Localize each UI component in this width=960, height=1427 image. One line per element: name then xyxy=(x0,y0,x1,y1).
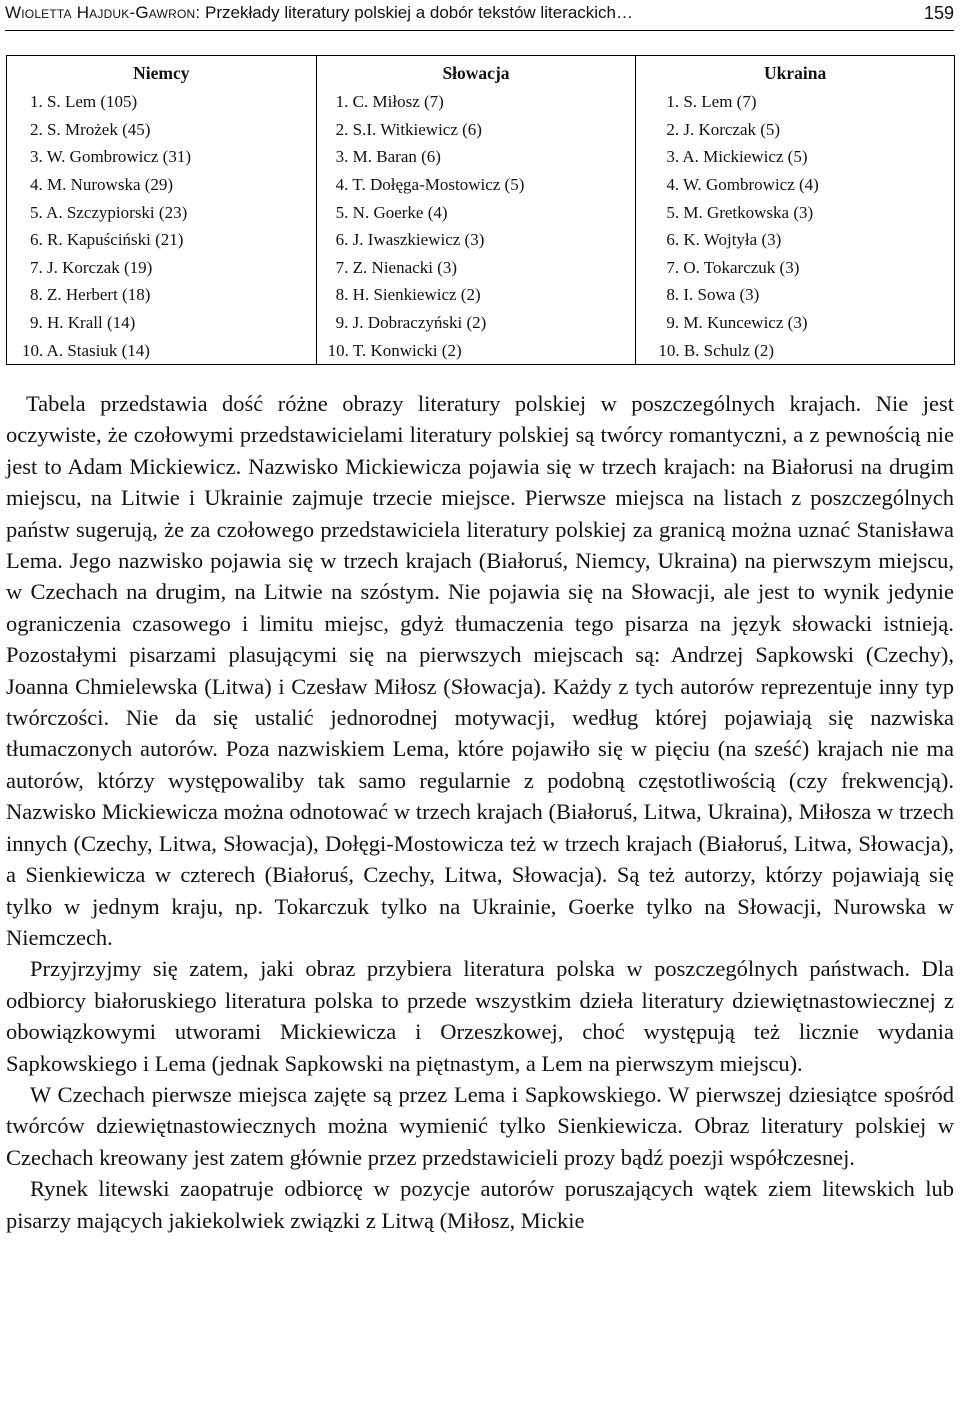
table-cell: 7. Z. Nienacki (3) xyxy=(316,254,636,282)
table-cell: 3. W. Gombrowicz (31) xyxy=(7,143,317,171)
table-cell: 8. H. Sienkiewicz (2) xyxy=(316,281,636,309)
table-header-row xyxy=(7,56,955,89)
table-cell: 8. Z. Herbert (18) xyxy=(7,281,317,309)
table-cell: 6. J. Iwaszkiewicz (3) xyxy=(316,226,636,254)
table-row xyxy=(7,226,955,254)
table-cell: 1. C. Miłosz (7) xyxy=(316,88,636,116)
table-row xyxy=(7,281,955,309)
table-cell: 6. K. Wojtyła (3) xyxy=(636,226,955,254)
table-cell: 9. M. Kuncewicz (3) xyxy=(636,309,955,337)
paragraph: Przyjrzyjmy się zatem, jaki obraz przybiera literatura polska w poszczególnych państwach. Dla odbiorcy białoruskiego literatura polska to przede wszystkim dzieła literatury dziewiętnastowiecznej z obowiązkowymi utworami Mickiewicza i Orzeszkowej, choć występują też licznie wydania Sapkowskiego i Lema (jednak Sapkowski na piętnastym, a Lem na pierwszym miejscu). xyxy=(6,956,954,1076)
table-cell: 10. A. Stasiuk (14) xyxy=(7,336,317,364)
table-cell: 5. M. Gretkowska (3) xyxy=(636,198,955,226)
table-cell: 9. H. Krall (14) xyxy=(7,309,317,337)
page-number: 159 xyxy=(923,3,954,23)
table-cell: 2. J. Korczak (5) xyxy=(636,116,955,144)
table-cell: 1. S. Lem (105) xyxy=(7,88,317,116)
table-row xyxy=(7,309,955,337)
table-cell: 3. A. Mickiewicz (5) xyxy=(636,143,955,171)
table-cell: 8. I. Sowa (3) xyxy=(636,281,955,309)
table-row xyxy=(7,116,955,144)
table-row xyxy=(7,198,955,226)
table-row xyxy=(7,143,955,171)
ranking-table xyxy=(6,55,955,365)
body-text xyxy=(6,388,954,1236)
column-header-slowacja: Słowacja xyxy=(316,56,636,89)
running-header xyxy=(5,0,954,31)
table-row xyxy=(7,88,955,116)
table-row xyxy=(7,171,955,199)
table-cell: 7. J. Korczak (19) xyxy=(7,254,317,282)
table-cell: 3. M. Baran (6) xyxy=(316,143,636,171)
table-cell: 10. T. Konwicki (2) xyxy=(316,336,636,364)
table-cell: 6. R. Kapuściński (21) xyxy=(7,226,317,254)
paragraph: Tabela przedstawia dość różne obrazy literatury polskiej w poszczególnych krajach. Nie jest oczywiste, że czołowymi przedstawicielami literatury polskiej są twórcy romantyczni, a z pewnością nie jest to Adam Mickiewicz. Nazwisko Mickiewicza pojawia się w trzech krajach: na Białorusi na drugim miejscu, na Litwie i Ukrainie zajmuje trzecie miejsce. Pierwsze miejsca na listach z poszczególnych państw sugerują, że za czołowego przedstawiciela literatury polskiej za granicą można uznać Stanisława Lema. Jego nazwisko pojawia się w trzech krajach (Białoruś, Niemcy, Ukraina) na pierwszym miejscu, w Czechach na drugim, na Litwie na szóstym. Nie pojawia się na Słowacji, ale jest to wynik jedynie ograniczenia czasowego i limitu miejsc, gdyż tłumaczenia tego pisarza na język słowacki istnieją. Pozostałymi pisarzami plasującymi się na pierwszych miejscach są: Andrzej Sapkowski (Czechy), Joanna Chmielewska (Litwa) i Czesław Miłosz (Słowacja). Każdy z tych autorów reprezentuje inny typ twórczości. Nie da się ustalić jednorodnej motywacji, według której pojawiają się nazwiska tłumaczonych autorów. Poza nazwiskiem Lema, które pojawiło się w pięciu (na sześć) krajach nie ma autorów, którzy występowaliby tak samo regularnie z podobną częstotliwością (czy frekwencją). Nazwisko Mickiewicza można odnotować w trzech krajach (Białoruś, Litwa, Ukraina), Miłosza w trzech innych (Czechy, Litwa, Słowacja), Dołęgi-Mostowicza też w trzech krajach (Białoruś, Litwa, Słowacja), a Sienkiewicza w czterech (Białoruś, Czechy, Litwa, Słowacja). Są też autorzy, którzy pojawiają się tylko w jednym kraju, np. Tokarczuk tylko na Ukrainie, Goerke tylko na Słowacji, Nurowska w Niemczech. xyxy=(6,391,954,950)
paragraph: Rynek litewski zaopatruje odbiorcę w pozycje autorów poruszających wątek ziem litewskich lub pisarzy mających jakiekolwiek związki z Litwą (Miłosz, Mickie xyxy=(6,1176,954,1233)
table-row xyxy=(7,336,955,364)
table-cell: 1. S. Lem (7) xyxy=(636,88,955,116)
column-header-ukraina: Ukraina xyxy=(636,56,955,89)
header-title: Przekłady literatury polskiej a dobór tekstów literackich… xyxy=(205,3,634,22)
paragraph: W Czechach pierwsze miejsca zajęte są przez Lema i Sapkowskiego. W pierwszej dziesiątce spośród twórców dziewiętnastowiecznych można wymienić tylko Sienkiewicza. Obraz literatury polskiej w Czechach kreowany jest zatem głównie przez przedstawicieli prozy bądź poezji współczesnej. xyxy=(6,1081,954,1170)
table-cell: 5. A. Szczypiorski (23) xyxy=(7,198,317,226)
column-header-niemcy: Niemcy xyxy=(7,56,317,89)
header-author: Wioletta Hajduk-Gawron: xyxy=(5,3,201,22)
table-row xyxy=(7,254,955,282)
table-cell: 4. W. Gombrowicz (4) xyxy=(636,171,955,199)
table-cell: 2. S.I. Witkiewicz (6) xyxy=(316,116,636,144)
table-cell: 4. M. Nurowska (29) xyxy=(7,171,317,199)
table-cell: 9. J. Dobraczyński (2) xyxy=(316,309,636,337)
table-cell: 10. B. Schulz (2) xyxy=(636,336,955,364)
table-cell: 5. N. Goerke (4) xyxy=(316,198,636,226)
table-cell: 2. S. Mrożek (45) xyxy=(7,116,317,144)
table-cell: 7. O. Tokarczuk (3) xyxy=(636,254,955,282)
table-cell: 4. T. Dołęga-Mostowicz (5) xyxy=(316,171,636,199)
